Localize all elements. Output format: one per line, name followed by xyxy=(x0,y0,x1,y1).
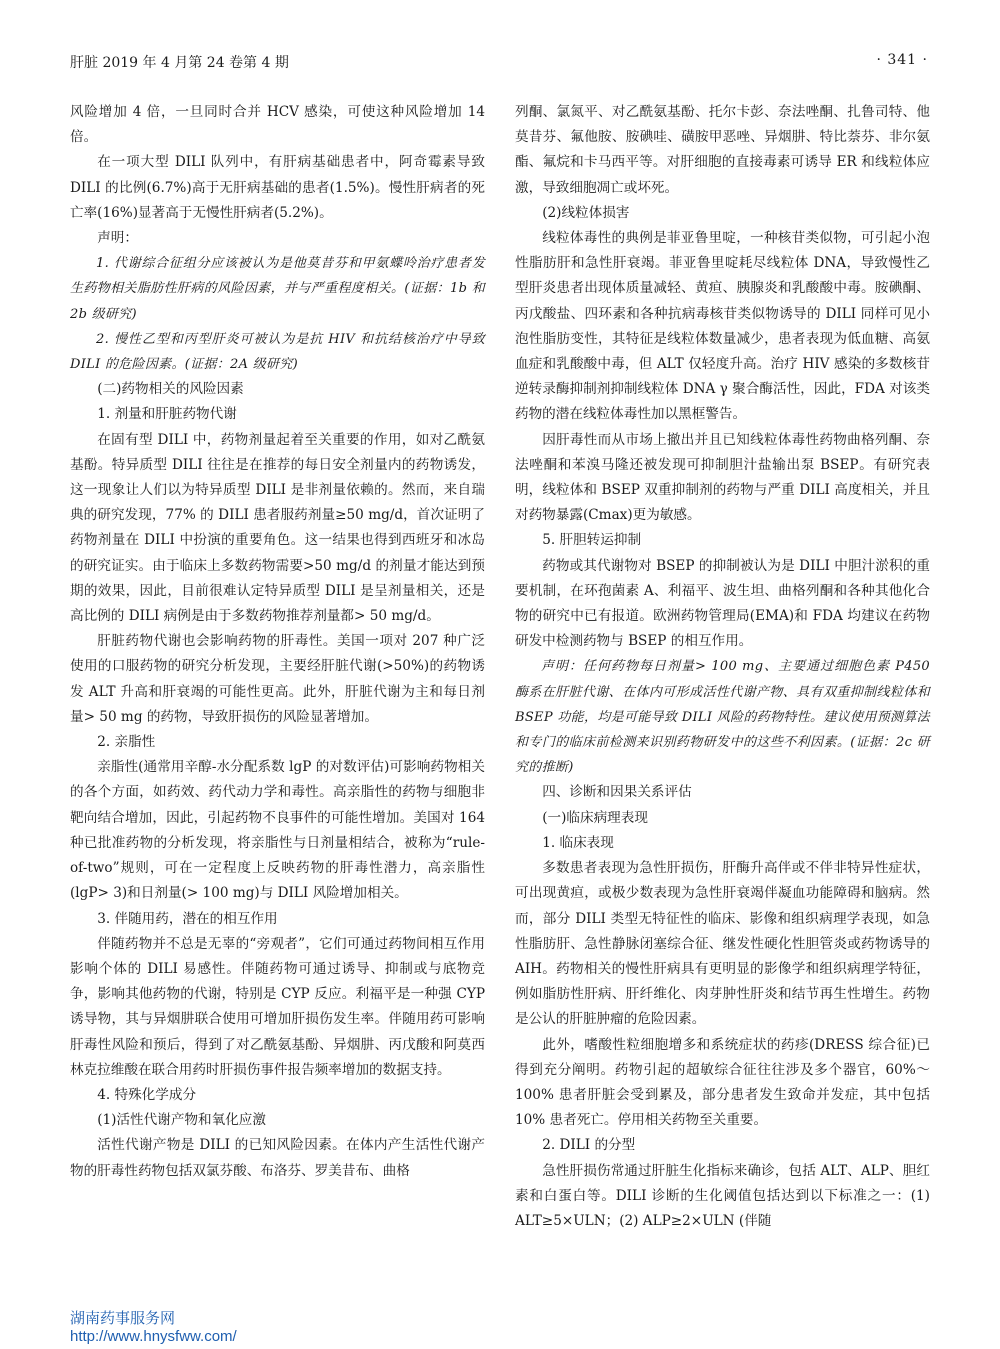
section-heading: 5. 肝胆转运抑制 xyxy=(542,532,642,549)
declaration-paragraph: 1. 代谢综合征组分应该被认为是他莫昔芬和甲氨蝶呤治疗患者发生药物相关脂肪性肝病的风险因素，并与严重程度相关。(证据：1b 和 2b 级研究) xyxy=(70,256,485,322)
body-paragraph: 多数患者表现为急性肝损伤，肝酶升高伴或不伴非特异性症状，可出现黄疸，或极少数表现为急性肝衰竭伴凝血功能障碍和脑病。然而，部分 DILI 类型无特征性的临床、影像和组织病理学表现，如急性脂肪肝、急性静脉闭塞综合征、继发性硬化性胆管炎或药物诱导的 AIH。药物相关的慢性肝病具有更明显的影像学和组织病理学特征，例如脂肪性肝病、肝纤维化、肉芽肿性肝炎和结节再生性增生。药物是公认的肝脏肿瘤的危险因素。 xyxy=(515,860,930,1028)
section-heading: (1)活性代谢产物和氧化应激 xyxy=(97,1112,266,1129)
body-paragraph: 在固有型 DILI 中，药物剂量起着至关重要的作用，如对乙酰氨基酚。特异质型 DILI 往往是在推荐的每日安全剂量内的药物诱发，这一现象让人们以为特异质型 DILI 是非剂量依赖的。然而，来自瑞典的研究发现，77% 的 DILI 患者服药剂量≥50 mg/d，首次证明了药物剂量在 DILI 中扮演的重要角色。这一结果也得到西班牙和冰岛的研究证实。由于临床上多数药物需要>50 mg/d 的剂量才能达到预期的效果，因此，目前很难认定特异质型 DILI 是呈剂量相关，还是高比例的 DILI 病例是由于多数药物推荐剂量都> 50 mg/d。 xyxy=(70,431,485,625)
section-heading: 2. DILI 的分型 xyxy=(542,1137,636,1154)
section-heading: 声明： xyxy=(97,230,138,247)
section-heading: 2. 亲脂性 xyxy=(97,734,156,751)
body-paragraph: 列酮、氯氮平、对乙酰氨基酚、托尔卡彭、奈法唑酮、扎鲁司特、他莫昔芬、氟他胺、胺碘哇、磺胺甲恶唑、异烟肼、特比萘芬、非尔氨酯、氟烷和卡马西平等。对肝细胞的直接毒素可诱导 ER 和线粒体应激，导致细胞凋亡或坏死。 xyxy=(515,104,930,196)
section-heading: 1. 剂量和肝脏药物代谢 xyxy=(97,406,237,423)
section-heading: 3. 伴随用药，潜在的相互作用 xyxy=(97,910,278,927)
running-header-journal: 肝脏 2019 年 4 月第 24 卷第 4 期 xyxy=(70,55,289,71)
page-number: · 341 · xyxy=(876,52,928,68)
body-paragraph: 急性肝损伤常通过肝脏生化指标来确诊，包括 ALT、ALP、胆红素和白蛋白等。DILI 诊断的生化阈值包括达到以下标准之一：(1) ALT≥5×ULN；(2) ALP≥2×ULN (伴随 xyxy=(515,1162,930,1229)
section-heading: (一)临床病理表现 xyxy=(542,809,648,826)
body-paragraph: 此外，嗜酸性粒细胞增多和系统症状的药疹(DRESS 综合征)已得到充分阐明。药物引起的超敏综合征往往涉及多个器官，60%～100% 患者肝脏会受到累及，部分患者发生致命并发症，其中包括 10% 患者死亡。停用相关药物至关重要。 xyxy=(515,1036,930,1129)
section-heading: 4. 特殊化学成分 xyxy=(97,1086,197,1103)
section-heading: 1. 临床表现 xyxy=(542,834,614,851)
body-paragraph: 药物或其代谢物对 BSEP 的抑制被认为是 DILI 中胆汁淤积的重要机制，在环孢菌素 A、利福平、波生坦、曲格列酮和各种其他化合物的研究中已有报道。欧洲药物管理局(EMA)和 FDA 均建议在药物研发中检测药物与 BSEP 的相互作用。 xyxy=(515,557,930,650)
watermark-footer xyxy=(70,1310,237,1346)
right-column xyxy=(515,100,930,1234)
body-paragraph: 线粒体毒性的典例是菲亚鲁里啶，一种核苷类似物，可引起小泡性脂肪肝和急性肝衰竭。菲亚鲁里啶耗尽线粒体 DNA，导致慢性乙型肝炎患者出现体质量减轻、黄疸、胰腺炎和乳酸酸中毒。胺碘酮、丙戊酸盐、四环素和各种抗病毒核苷类似物诱导的 DILI 同样可见小泡性脂肪变性，其特征是线粒体数量减少，患者表现为低血糖、高氨血症和乳酸酸中毒，但 ALT 仅轻度升高。治疗 HIV 感染的多数核苷逆转录酶抑制剂抑制线粒体 DNA γ 聚合酶活性，因此，FDA 对该类药物的潜在线粒体毒性加以黑框警告。 xyxy=(515,230,930,423)
section-heading: (2)线粒体损害 xyxy=(542,204,630,221)
body-paragraph: 伴随药物并不总是无辜的“旁观者”，它们可通过药物间相互作用影响个体的 DILI 易感性。伴随药物可通过诱导、抑制或与底物竞争，影响其他药物的代谢，特别是 CYP 反应。利福平是一种强 CYP 诱导物，其与异烟肼联合使用可增加肝损伤发生率。伴随用药可影响肝毒性风险和预后，得到了对乙酰氨基酚、异烟肼、丙戊酸和阿莫西林克拉维酸在联合用药时肝损伤事件报告频率增加的数据支持。 xyxy=(70,935,485,1078)
body-paragraph: 在一项大型 DILI 队列中，有肝病基础患者中，阿奇霉素导致 DILI 的比例(6.7%)高于无肝病基础的患者(1.5%)。慢性肝病者的死亡率(16%)显著高于无慢性肝病者(5.2%)。 xyxy=(70,154,485,221)
section-heading: 四、诊断和因果关系评估 xyxy=(542,784,692,801)
section-heading: (二)药物相关的风险因素 xyxy=(97,381,244,398)
footer-site-name: 湖南药事服务网 xyxy=(70,1310,176,1327)
left-column xyxy=(70,100,485,1184)
declaration-paragraph: 声明：任何药物每日剂量> 100 mg、主要通过细胞色素 P450 酶系在肝脏代谢、在体内可形成活性代谢产物、具有双重抑制线粒体和 BSEP 功能，均是可能导致 DILI 风险的药物特性。建议使用预测算法和专门的临床前检测来识别药物研发中的这些不利因素。(证据：2c 研究的推断) xyxy=(515,659,930,776)
body-paragraph: 因肝毒性而从市场上撤出并且已知线粒体毒性药物曲格列酮、奈法唑酮和苯溴马隆还被发现可抑制胆汁盐输出泵 BSEP。有研究表明，线粒体和 BSEP 双重抑制剂的药物与严重 DILI 高度相关，并且对药物暴露(Cmax)更为敏感。 xyxy=(515,431,930,524)
body-paragraph: 风险增加 4 倍，一旦同时合并 HCV 感染，可使这种风险增加 14 倍。 xyxy=(70,104,485,146)
body-paragraph: 亲脂性(通常用辛醇-水分配系数 lgP 的对数评估)可影响药物相关的各个方面，如药效、药代动力学和毒性。高亲脂性的药物与细胞非靶向结合增加，因此，引起药物不良事件的可能性增加。美国对 164 种已批准药物的分析发现，将亲脂性与日剂量相结合，被称为“rule-of-two”规则，可在一定程度上反映药物的肝毒性潜力，高亲脂性(lgP> 3)和日剂量(> 100 mg)与 DILI 风险增加相关。 xyxy=(70,759,485,902)
declaration-paragraph: 2. 慢性乙型和丙型肝炎可被认为是抗 HIV 和抗结核治疗中导致 DILI 的危险因素。(证据：2A 级研究) xyxy=(70,331,485,373)
body-paragraph: 活性代谢产物是 DILI 的已知风险因素。在体内产生活性代谢产物的肝毒性药物包括双氯芬酸、布洛芬、罗美昔布、曲格 xyxy=(70,1137,485,1179)
footer-site-url[interactable]: http://www.hnysfww.com/ xyxy=(70,1328,237,1345)
body-paragraph: 肝脏药物代谢也会影响药物的肝毒性。美国一项对 207 种广泛使用的口服药物的研究分析发现，主要经肝脏代谢(>50%)的药物诱发 ALT 升高和肝衰竭的可能性更高。此外，肝脏代谢为主和每日剂量> 50 mg 的药物，导致肝损伤的风险显著增加。 xyxy=(70,633,485,725)
